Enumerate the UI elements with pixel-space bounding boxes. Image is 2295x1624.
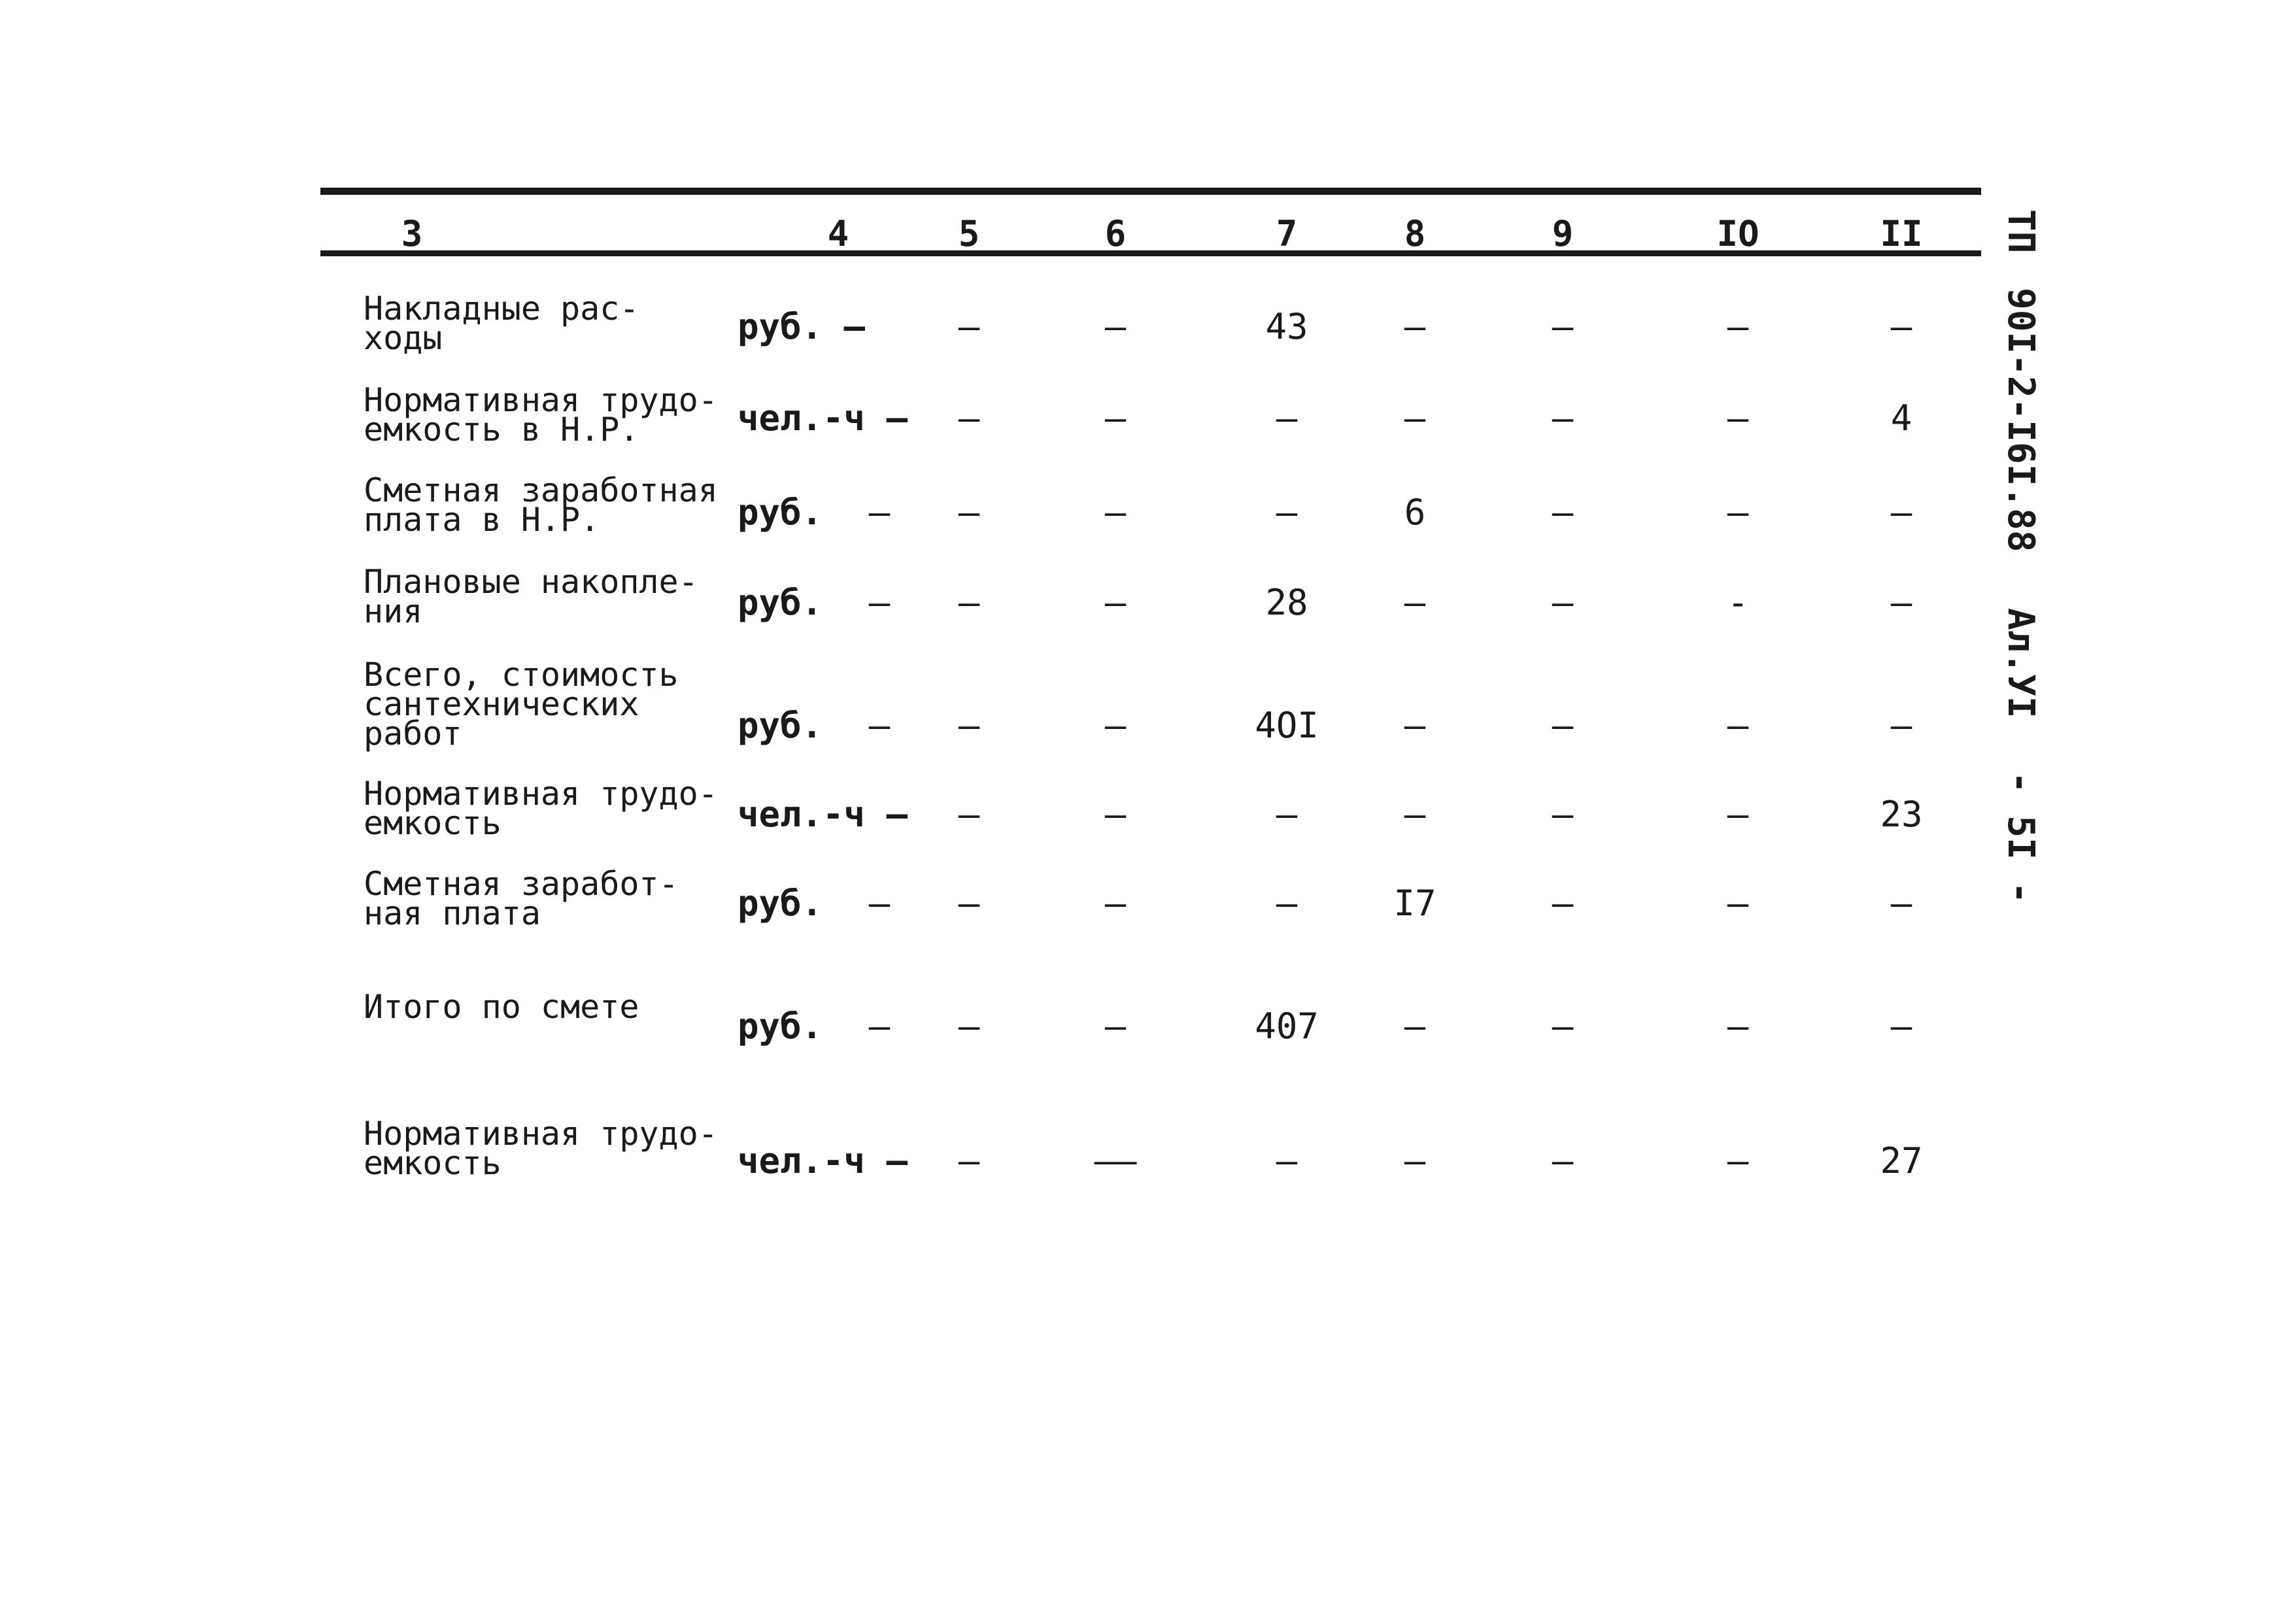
table-cell: – bbox=[1404, 306, 1426, 347]
column-header: 3 bbox=[401, 213, 423, 254]
row-col4-value: – bbox=[868, 492, 891, 533]
table-cell: 43 bbox=[1265, 306, 1308, 347]
table-cell: – bbox=[1104, 705, 1127, 746]
table-cell: – bbox=[1104, 1006, 1127, 1047]
table-cell: – bbox=[1727, 794, 1749, 835]
table-cell: – bbox=[958, 492, 980, 533]
column-header: 5 bbox=[958, 213, 980, 254]
table-cell: – bbox=[1552, 398, 1574, 439]
table-cell: – bbox=[1890, 306, 1912, 347]
table-cell: – bbox=[1552, 306, 1574, 347]
column-header: 4 bbox=[827, 213, 849, 254]
table-cell: – bbox=[1727, 883, 1749, 924]
table-cell: – bbox=[1104, 883, 1127, 924]
table-cell: – bbox=[1104, 306, 1127, 347]
table-cell: – bbox=[1552, 492, 1574, 533]
table-cell: – bbox=[958, 582, 980, 623]
table-cell: – bbox=[1727, 492, 1749, 533]
table-cell: – bbox=[1276, 883, 1298, 924]
table-cell: 6 bbox=[1404, 492, 1426, 533]
row-col4-value: – bbox=[868, 1006, 891, 1047]
table-cell: 4OI bbox=[1255, 705, 1319, 746]
table-cell: - bbox=[1727, 582, 1749, 623]
row-unit: руб. bbox=[738, 705, 823, 746]
row-unit: руб. bbox=[738, 492, 823, 533]
table-cell: – bbox=[1104, 398, 1127, 439]
table-cell: – bbox=[1727, 1006, 1749, 1047]
column-header: 8 bbox=[1404, 213, 1426, 254]
row-unit: чел.-ч – bbox=[738, 398, 908, 439]
column-header: 7 bbox=[1276, 213, 1298, 254]
table-cell: – bbox=[1552, 705, 1574, 746]
table-cell: – bbox=[1727, 1140, 1749, 1181]
table-cell: – bbox=[1404, 1140, 1426, 1181]
row-label: Нормативная трудо- емкость в Н.Р. bbox=[364, 381, 718, 448]
row-unit: руб. – bbox=[738, 306, 866, 347]
table-cell: – bbox=[958, 1140, 980, 1181]
row-label: Нормативная трудо- емкость bbox=[364, 775, 718, 842]
row-label: Плановые накопле- ния bbox=[364, 563, 698, 630]
table-cell: – bbox=[1552, 883, 1574, 924]
table-cell: 27 bbox=[1880, 1140, 1923, 1181]
column-header: II bbox=[1880, 213, 1923, 254]
row-label: Накладные рас- ходы bbox=[364, 290, 639, 357]
row-label: Нормативная трудо- емкость bbox=[364, 1115, 718, 1182]
table-cell: – bbox=[1404, 794, 1426, 835]
table-cell: 4 bbox=[1890, 398, 1912, 439]
table-cell: – bbox=[1552, 1006, 1574, 1047]
table-cell: – bbox=[1104, 582, 1127, 623]
table-cell: – bbox=[1552, 1140, 1574, 1181]
row-unit: руб. bbox=[738, 883, 823, 924]
column-header: 6 bbox=[1104, 213, 1127, 254]
table-cell: – bbox=[1276, 492, 1298, 533]
row-col4-value: – bbox=[868, 582, 891, 623]
row-col4-value: – bbox=[868, 883, 891, 924]
table-cell: – bbox=[1276, 1140, 1298, 1181]
table-cell: – bbox=[958, 705, 980, 746]
table-cell: – bbox=[958, 1006, 980, 1047]
table-cell: – bbox=[958, 398, 980, 439]
table-cell: – bbox=[1890, 582, 1912, 623]
row-label: Сметная заработ- ная плата bbox=[364, 865, 679, 932]
column-header: IO bbox=[1716, 213, 1760, 254]
stamp-project: ТП bbox=[1999, 209, 2042, 254]
table-cell: – bbox=[1404, 1006, 1426, 1047]
stamp-number: 90I-2-I6I.88 bbox=[1999, 288, 2042, 552]
row-unit: чел.-ч – bbox=[738, 1140, 908, 1181]
table-cell: – bbox=[1404, 398, 1426, 439]
table-cell: – bbox=[1404, 705, 1426, 746]
table-cell: – bbox=[1276, 794, 1298, 835]
table-cell: – bbox=[1552, 794, 1574, 835]
table-cell: I7 bbox=[1393, 883, 1436, 924]
row-unit: чел.-ч – bbox=[738, 794, 908, 835]
table-cell: – bbox=[1890, 883, 1912, 924]
table-cell: –– bbox=[1094, 1140, 1137, 1181]
row-label: Всего, стоимость сантехнических работ bbox=[364, 656, 679, 753]
table-cell: – bbox=[1404, 582, 1426, 623]
table-cell: – bbox=[958, 794, 980, 835]
table-cell: – bbox=[1552, 582, 1574, 623]
row-col4-value: – bbox=[868, 705, 891, 746]
table-cell: – bbox=[958, 306, 980, 347]
row-unit: руб. bbox=[738, 582, 823, 623]
table-cell: – bbox=[958, 883, 980, 924]
table-cell: – bbox=[1104, 492, 1127, 533]
column-header: 9 bbox=[1552, 213, 1574, 254]
side-stamp bbox=[1994, 209, 2047, 935]
table-cell: 407 bbox=[1255, 1006, 1319, 1047]
table-cell: 28 bbox=[1265, 582, 1308, 623]
row-label: Сметная заработная плата в Н.Р. bbox=[364, 471, 718, 539]
table-top-rule bbox=[320, 188, 1981, 195]
table-cell: – bbox=[1890, 705, 1912, 746]
table-cell: 23 bbox=[1880, 794, 1923, 835]
row-label: Итого по смете bbox=[364, 988, 639, 1026]
table-cell: – bbox=[1890, 1006, 1912, 1047]
row-unit: руб. bbox=[738, 1006, 823, 1047]
table-cell: – bbox=[1727, 705, 1749, 746]
table-cell: – bbox=[1276, 398, 1298, 439]
table-cell: – bbox=[1727, 306, 1749, 347]
table-cell: – bbox=[1104, 794, 1127, 835]
stamp-album: Ал.УI bbox=[1999, 608, 2042, 719]
table-cell: – bbox=[1890, 492, 1912, 533]
table-cell: – bbox=[1727, 398, 1749, 439]
stamp-page: - 5I - bbox=[1999, 771, 2042, 904]
